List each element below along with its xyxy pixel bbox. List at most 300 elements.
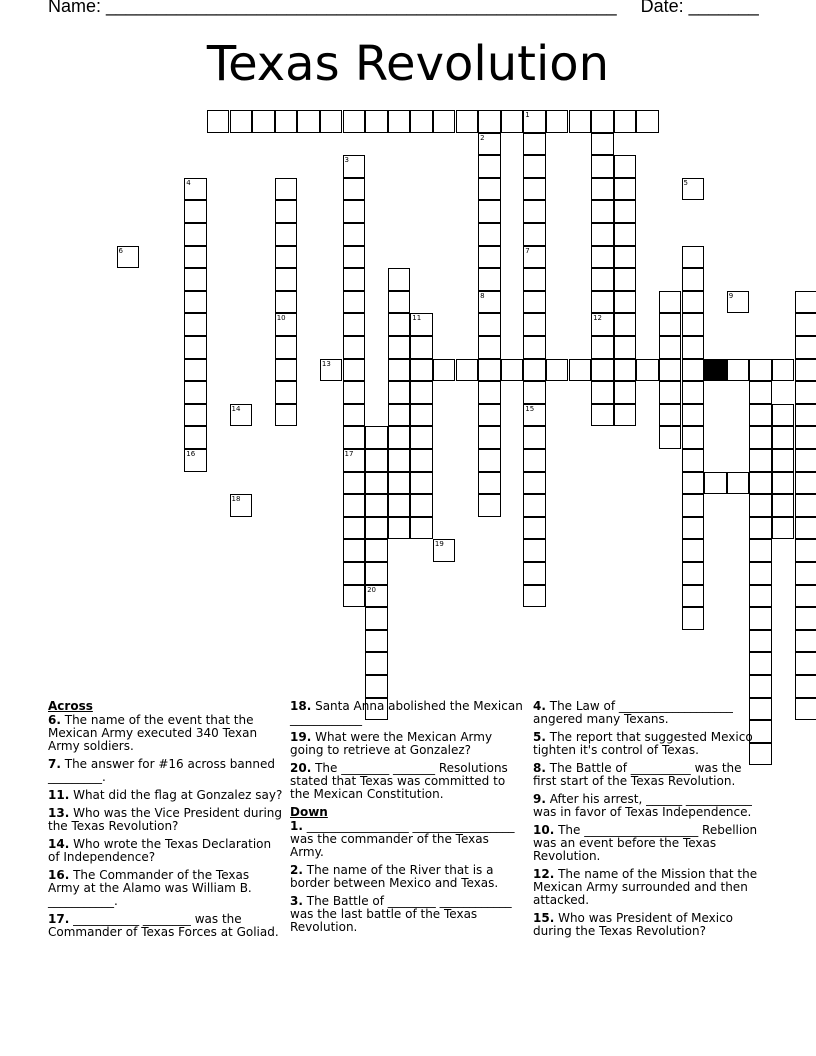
- crossword-cell[interactable]: [343, 472, 366, 495]
- clue-text: The name of the Mission that the Mexican Army surrounded and then attacked.: [533, 867, 758, 907]
- clue-number-7: 7: [525, 246, 530, 255]
- crossword-cell[interactable]: [365, 562, 388, 585]
- crossword-cell[interactable]: [184, 246, 207, 269]
- crossword-cell[interactable]: [410, 449, 433, 472]
- crossword-cell[interactable]: [365, 110, 388, 133]
- clue-num: 12.: [533, 867, 555, 881]
- clue-num: 6.: [48, 713, 61, 727]
- crossword-cell[interactable]: [456, 359, 479, 382]
- crossword-cell[interactable]: [795, 494, 816, 517]
- crossword-cell[interactable]: [275, 200, 298, 223]
- crossword-cell[interactable]: [365, 539, 388, 562]
- crossword-cell[interactable]: [388, 291, 411, 314]
- clue-text: The name of the River that is a border between Mexico and Texas.: [290, 863, 499, 890]
- crossword-cell[interactable]: [365, 652, 388, 675]
- crossword-cell[interactable]: [184, 223, 207, 246]
- crossword-cell[interactable]: [591, 404, 614, 427]
- crossword-cell[interactable]: [343, 268, 366, 291]
- crossword-cell[interactable]: [614, 110, 637, 133]
- crossword-cell[interactable]: [749, 539, 772, 562]
- crossword-cell[interactable]: [478, 291, 501, 314]
- clue-number-5: 5: [683, 178, 688, 187]
- crossword-cell[interactable]: [749, 426, 772, 449]
- crossword-cell[interactable]: [659, 336, 682, 359]
- crossword-cell[interactable]: [772, 404, 795, 427]
- crossword-cell[interactable]: [410, 472, 433, 495]
- crossword-cell[interactable]: [795, 630, 816, 653]
- crossword-cell[interactable]: [410, 517, 433, 540]
- crossword-cell[interactable]: [184, 359, 207, 382]
- crossword-cell[interactable]: [569, 110, 592, 133]
- crossword-cell[interactable]: [388, 359, 411, 382]
- clue-item: [290, 731, 526, 757]
- clue-number-9: 9: [728, 291, 734, 300]
- crossword-cell[interactable]: [184, 426, 207, 449]
- crossword-cell[interactable]: [682, 539, 705, 562]
- clue-number-19: 19: [434, 540, 444, 549]
- crossword-cell[interactable]: [365, 494, 388, 517]
- clues-column-3: [533, 700, 758, 943]
- crossword-cell[interactable]: [343, 313, 366, 336]
- clue-number-18: 18: [231, 495, 241, 504]
- crossword-cell[interactable]: [230, 494, 253, 517]
- crossword-cell[interactable]: [591, 381, 614, 404]
- crossword-cell[interactable]: [749, 404, 772, 427]
- crossword-cell[interactable]: [410, 404, 433, 427]
- crossword-cell[interactable]: [343, 155, 366, 178]
- crossword-cell[interactable]: [388, 268, 411, 291]
- date-blank[interactable]: _______: [688, 0, 759, 16]
- crossword-cell[interactable]: [410, 381, 433, 404]
- crossword-cell[interactable]: [523, 133, 546, 156]
- crossword-cell[interactable]: [478, 313, 501, 336]
- clue-number-8: 8: [480, 291, 485, 300]
- crossword-cell[interactable]: [320, 359, 343, 382]
- clue-text: ___________ ________ was the Commander of Texas Forces at Goliad.: [48, 912, 279, 939]
- crossword-cell[interactable]: [795, 562, 816, 585]
- crossword-cell[interactable]: [682, 313, 705, 336]
- crossword-cell[interactable]: [365, 607, 388, 630]
- clue-text: The answer for #16 across banned _________.: [48, 757, 275, 784]
- crossword-cell[interactable]: [343, 223, 366, 246]
- clue-num: 2.: [290, 863, 303, 877]
- crossword-cell[interactable]: [523, 539, 546, 562]
- clue-item: [48, 758, 284, 784]
- crossword-cell[interactable]: [275, 313, 298, 336]
- clue-text: After his arrest, ______ ___________ was in favor of Texas Independence.: [533, 792, 752, 819]
- crossword-cell[interactable]: [591, 133, 614, 156]
- crossword-cell[interactable]: [523, 562, 546, 585]
- crossword-cell[interactable]: [365, 585, 388, 608]
- crossword-cell[interactable]: [727, 291, 750, 314]
- crossword-cell[interactable]: [388, 381, 411, 404]
- crossword-cell[interactable]: [636, 359, 659, 382]
- page-title: Texas Revolution: [206, 36, 610, 92]
- crossword-cell[interactable]: [478, 359, 501, 382]
- crossword-cell[interactable]: [388, 313, 411, 336]
- crossword-cell[interactable]: [772, 494, 795, 517]
- crossword-cell[interactable]: [614, 404, 637, 427]
- clue-num: 15.: [533, 911, 555, 925]
- crossword-cell[interactable]: [614, 313, 637, 336]
- crossword-cell[interactable]: [410, 426, 433, 449]
- crossword-cell[interactable]: [343, 426, 366, 449]
- crossword-cell[interactable]: [433, 110, 456, 133]
- crossword-cell[interactable]: [343, 336, 366, 359]
- crossword-cell[interactable]: [523, 291, 546, 314]
- crossword-cell[interactable]: [682, 607, 705, 630]
- crossword-cell[interactable]: [478, 404, 501, 427]
- crossword-cell[interactable]: [478, 200, 501, 223]
- crossword-cell[interactable]: [478, 336, 501, 359]
- crossword-cell[interactable]: [795, 291, 816, 314]
- crossword-cell[interactable]: [184, 178, 207, 201]
- clue-text: Who was the Vice President during the Texas Revolution?: [48, 806, 283, 833]
- crossword-cell[interactable]: [772, 359, 795, 382]
- crossword-cell[interactable]: [184, 449, 207, 472]
- crossword-cell[interactable]: [682, 449, 705, 472]
- crossword-cell[interactable]: [184, 313, 207, 336]
- crossword-cell[interactable]: [388, 517, 411, 540]
- crossword-cell[interactable]: [478, 268, 501, 291]
- crossword-cell[interactable]: [523, 494, 546, 517]
- crossword-cell[interactable]: [478, 246, 501, 269]
- clue-num: 3.: [290, 894, 303, 908]
- crossword-cell[interactable]: [614, 291, 637, 314]
- crossword-cell[interactable]: [682, 517, 705, 540]
- crossword-cell[interactable]: [749, 494, 772, 517]
- crossword-cell[interactable]: [523, 336, 546, 359]
- crossword-cell[interactable]: [523, 426, 546, 449]
- crossword-cell[interactable]: [591, 359, 614, 382]
- crossword-cell[interactable]: [184, 200, 207, 223]
- crossword-cell[interactable]: [275, 246, 298, 269]
- crossword-cell[interactable]: [614, 246, 637, 269]
- crossword-cell[interactable]: [365, 630, 388, 653]
- crossword-cell[interactable]: [749, 630, 772, 653]
- crossword-cell[interactable]: [410, 336, 433, 359]
- crossword-cell[interactable]: [546, 359, 569, 382]
- crossword-cell[interactable]: [795, 313, 816, 336]
- clue-number-4: 4: [186, 178, 191, 187]
- crossword-cell[interactable]: [388, 404, 411, 427]
- crossword-cell[interactable]: [343, 359, 366, 382]
- crossword-cell[interactable]: [795, 517, 816, 540]
- crossword-cell[interactable]: [343, 110, 366, 133]
- crossword-cell[interactable]: [230, 110, 253, 133]
- crossword-cell[interactable]: [682, 426, 705, 449]
- crossword-cell[interactable]: [478, 155, 501, 178]
- clue-num: 4.: [533, 699, 546, 713]
- crossword-cell[interactable]: [591, 246, 614, 269]
- crossword-cell[interactable]: [184, 291, 207, 314]
- crossword-cell[interactable]: [523, 155, 546, 178]
- crossword-cell[interactable]: [682, 178, 705, 201]
- crossword-cell[interactable]: [636, 110, 659, 133]
- crossword-cell[interactable]: [795, 585, 816, 608]
- crossword-cell[interactable]: [184, 336, 207, 359]
- clue-num: 5.: [533, 730, 546, 744]
- crossword-cell[interactable]: [659, 359, 682, 382]
- crossword-cell[interactable]: [388, 336, 411, 359]
- crossword-cell[interactable]: [704, 359, 727, 382]
- clue-number-1: 1: [525, 111, 530, 119]
- crossword-cell[interactable]: [546, 110, 569, 133]
- crossword-cell[interactable]: [523, 246, 546, 269]
- crossword-cell[interactable]: [523, 381, 546, 404]
- clue-text: Who wrote the Texas Declaration of Independence?: [48, 837, 272, 864]
- crossword-cell[interactable]: [749, 652, 772, 675]
- crossword-cell[interactable]: [297, 110, 320, 133]
- crossword-cell[interactable]: [343, 381, 366, 404]
- crossword-cell[interactable]: [365, 472, 388, 495]
- crossword-cell[interactable]: [772, 517, 795, 540]
- crossword-cell[interactable]: [456, 110, 479, 133]
- crossword-cell[interactable]: [410, 313, 433, 336]
- crossword-cell[interactable]: [388, 449, 411, 472]
- crossword-cell[interactable]: [795, 336, 816, 359]
- clue-text: The Battle of __________ was the first start of the Texas Revolution.: [533, 761, 742, 788]
- down-heading: Down: [290, 805, 328, 819]
- crossword-cell[interactable]: [365, 517, 388, 540]
- clue-item: [48, 869, 284, 908]
- clue-text: What did the flag at Gonzalez say?: [69, 788, 283, 802]
- crossword-cell[interactable]: [275, 291, 298, 314]
- crossword-cell[interactable]: [478, 110, 501, 133]
- crossword-cell[interactable]: [795, 426, 816, 449]
- crossword-cell[interactable]: [591, 110, 614, 133]
- crossword-cell[interactable]: [343, 291, 366, 314]
- crossword-cell[interactable]: [433, 359, 456, 382]
- clue-number-11: 11: [412, 314, 422, 323]
- crossword-cell[interactable]: [749, 585, 772, 608]
- crossword-cell[interactable]: [365, 675, 388, 698]
- crossword-cell[interactable]: [569, 359, 592, 382]
- crossword-cell[interactable]: [523, 313, 546, 336]
- crossword-cell[interactable]: [230, 404, 253, 427]
- crossword-cell[interactable]: [343, 562, 366, 585]
- crossword-cell[interactable]: [591, 200, 614, 223]
- crossword-cell[interactable]: [343, 494, 366, 517]
- crossword-cell[interactable]: [501, 359, 524, 382]
- crossword-cell[interactable]: [749, 359, 772, 382]
- crossword-cell[interactable]: [184, 404, 207, 427]
- crossword-cell[interactable]: [659, 291, 682, 314]
- crossword-cell[interactable]: [795, 472, 816, 495]
- crossword-cell[interactable]: [184, 268, 207, 291]
- crossword-cell[interactable]: [795, 675, 816, 698]
- crossword-cell[interactable]: [207, 110, 230, 133]
- crossword-cell[interactable]: [614, 268, 637, 291]
- crossword-cell[interactable]: [614, 223, 637, 246]
- crossword-cell[interactable]: [275, 178, 298, 201]
- crossword-cell[interactable]: [343, 517, 366, 540]
- crossword-cell[interactable]: [343, 539, 366, 562]
- crossword-cell[interactable]: [614, 359, 637, 382]
- crossword-cell[interactable]: [343, 404, 366, 427]
- crossword-cell[interactable]: [523, 517, 546, 540]
- crossword-cell[interactable]: [659, 404, 682, 427]
- crossword-cell[interactable]: [591, 223, 614, 246]
- crossword-cell[interactable]: [749, 517, 772, 540]
- crossword-cell[interactable]: [795, 404, 816, 427]
- crossword-cell[interactable]: [795, 449, 816, 472]
- clue-num: 13.: [48, 806, 70, 820]
- crossword-cell[interactable]: [523, 223, 546, 246]
- crossword-cell[interactable]: [388, 426, 411, 449]
- clue-item: [533, 793, 758, 819]
- crossword-cell[interactable]: [410, 494, 433, 517]
- clue-item: [48, 838, 284, 864]
- crossword-cell[interactable]: [795, 607, 816, 630]
- clues-column-2: [290, 700, 526, 939]
- crossword-cell[interactable]: [591, 336, 614, 359]
- crossword-cell[interactable]: [343, 449, 366, 472]
- crossword-cell[interactable]: [523, 200, 546, 223]
- clue-num: 9.: [533, 792, 546, 806]
- crossword-cell[interactable]: [523, 359, 546, 382]
- crossword-cell[interactable]: [682, 246, 705, 269]
- crossword-cell[interactable]: [682, 359, 705, 382]
- clue-text: Who was President of Mexico during the Texas Revolution?: [533, 911, 734, 938]
- crossword-cell[interactable]: [478, 223, 501, 246]
- crossword-cell[interactable]: [433, 539, 456, 562]
- clue-item: [48, 714, 284, 753]
- crossword-cell[interactable]: [659, 426, 682, 449]
- crossword-cell[interactable]: [523, 585, 546, 608]
- crossword-cell[interactable]: [117, 246, 140, 269]
- crossword-cell[interactable]: [682, 562, 705, 585]
- crossword-cell[interactable]: [749, 675, 772, 698]
- crossword-cell[interactable]: [795, 652, 816, 675]
- crossword-cell[interactable]: [343, 178, 366, 201]
- crossword-cell[interactable]: [343, 585, 366, 608]
- clue-text: _________________ _________________ was the commander of the Texas Army.: [290, 819, 515, 859]
- clue-number-13: 13: [321, 359, 331, 368]
- crossword-cell[interactable]: [523, 472, 546, 495]
- crossword-cell[interactable]: [365, 426, 388, 449]
- crossword-cell[interactable]: [523, 268, 546, 291]
- crossword-cell[interactable]: [275, 336, 298, 359]
- crossword-cell[interactable]: [591, 313, 614, 336]
- crossword-cell[interactable]: [614, 155, 637, 178]
- crossword-cell[interactable]: [388, 494, 411, 517]
- crossword-cell[interactable]: [275, 359, 298, 382]
- crossword-cell[interactable]: [727, 359, 750, 382]
- crossword-cell[interactable]: [478, 178, 501, 201]
- crossword-cell[interactable]: [275, 268, 298, 291]
- clue-num: 16.: [48, 868, 70, 882]
- crossword-cell[interactable]: [523, 404, 546, 427]
- crossword-cell[interactable]: [388, 472, 411, 495]
- crossword-cell[interactable]: [795, 539, 816, 562]
- crossword-cell[interactable]: [275, 223, 298, 246]
- clue-item: [290, 700, 526, 726]
- crossword-cell[interactable]: [320, 110, 343, 133]
- crossword-cell[interactable]: [749, 607, 772, 630]
- crossword-cell[interactable]: [523, 178, 546, 201]
- clue-text: The name of the event that the Mexican Army executed 340 Texan Army soldiers.: [48, 713, 258, 753]
- crossword-cell[interactable]: [591, 155, 614, 178]
- crossword-cell[interactable]: [343, 246, 366, 269]
- clue-num: 1.: [290, 819, 303, 833]
- clue-item: [533, 731, 758, 757]
- crossword-cell[interactable]: [682, 336, 705, 359]
- crossword-cell[interactable]: [659, 313, 682, 336]
- crossword-cell[interactable]: [772, 449, 795, 472]
- crossword-cell[interactable]: [523, 449, 546, 472]
- crossword-cell[interactable]: [275, 381, 298, 404]
- crossword-cell[interactable]: [772, 426, 795, 449]
- date-label: Date:: [640, 0, 684, 16]
- crossword-cell[interactable]: [410, 110, 433, 133]
- crossword-cell[interactable]: [478, 381, 501, 404]
- crossword-cell[interactable]: [749, 381, 772, 404]
- crossword-cell[interactable]: [682, 494, 705, 517]
- crossword-cell[interactable]: [795, 381, 816, 404]
- name-label: Name:: [48, 0, 102, 16]
- crossword-cell[interactable]: [749, 562, 772, 585]
- crossword-cell[interactable]: [795, 698, 816, 721]
- crossword-cell[interactable]: [501, 110, 524, 133]
- clue-number-6: 6: [118, 246, 123, 255]
- crossword-cell[interactable]: [343, 200, 366, 223]
- crossword-cell[interactable]: [749, 472, 772, 495]
- crossword-cell[interactable]: [275, 404, 298, 427]
- crossword-cell[interactable]: [682, 291, 705, 314]
- crossword-cell[interactable]: [614, 200, 637, 223]
- crossword-cell[interactable]: [614, 178, 637, 201]
- crossword-cell[interactable]: [795, 359, 816, 382]
- crossword-cell[interactable]: [659, 381, 682, 404]
- crossword-cell[interactable]: [682, 404, 705, 427]
- crossword-cell[interactable]: [682, 472, 705, 495]
- crossword-cell[interactable]: [478, 133, 501, 156]
- clue-text: The Battle of ________ ____________ was the last battle of the Texas Revolution.: [290, 894, 512, 934]
- crossword-cell[interactable]: [478, 426, 501, 449]
- crossword-cell[interactable]: [682, 268, 705, 291]
- crossword-cell[interactable]: [184, 381, 207, 404]
- crossword-cell[interactable]: [252, 110, 275, 133]
- crossword-cell[interactable]: [410, 359, 433, 382]
- crossword-cell[interactable]: [614, 381, 637, 404]
- clue-text: What were the Mexican Army going to retrieve at Gonzalez?: [290, 730, 493, 757]
- crossword-cell[interactable]: [727, 472, 750, 495]
- crossword-cell[interactable]: [478, 472, 501, 495]
- crossword-cell[interactable]: [478, 449, 501, 472]
- clue-item: [290, 762, 526, 801]
- name-blank[interactable]: ___________________________________________________: [106, 0, 617, 16]
- crossword-cell[interactable]: [614, 336, 637, 359]
- crossword-cell[interactable]: [365, 449, 388, 472]
- crossword-cell[interactable]: [275, 110, 298, 133]
- crossword-cell[interactable]: [523, 110, 546, 133]
- crossword-cell[interactable]: [591, 268, 614, 291]
- crossword-cell[interactable]: [388, 110, 411, 133]
- crossword-cell[interactable]: [749, 449, 772, 472]
- clue-number-12: 12: [593, 314, 603, 323]
- crossword-cell[interactable]: [682, 381, 705, 404]
- crossword-cell[interactable]: [772, 472, 795, 495]
- clue-number-15: 15: [525, 404, 535, 413]
- crossword-cell[interactable]: [591, 291, 614, 314]
- crossword-cell[interactable]: [682, 585, 705, 608]
- crossword-cell[interactable]: [478, 494, 501, 517]
- clues-column-1: [48, 700, 284, 944]
- clue-number-14: 14: [231, 404, 241, 413]
- crossword-cell[interactable]: [704, 472, 727, 495]
- crossword-cell[interactable]: [591, 178, 614, 201]
